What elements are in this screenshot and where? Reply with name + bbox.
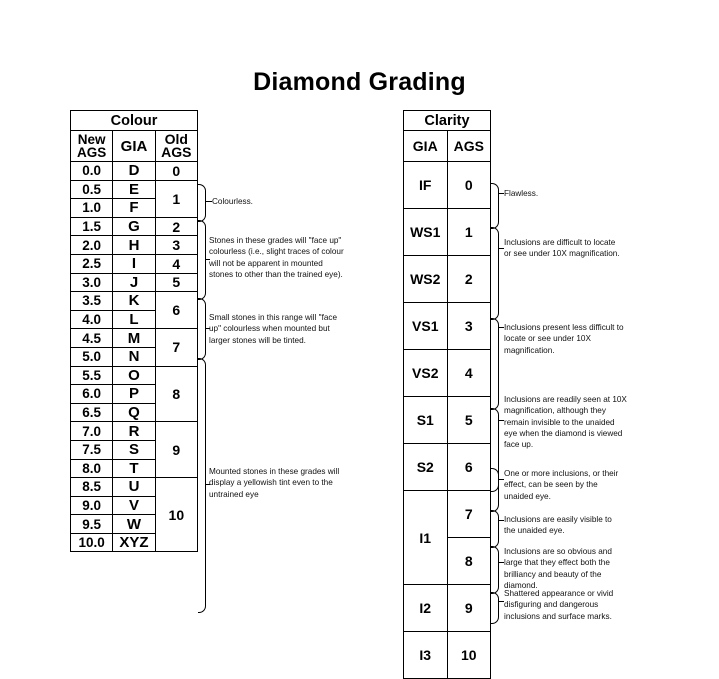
clarity-gia-value: VS2 <box>404 350 448 397</box>
clarity-note-ws: Inclusions are difficult to locate or see under 10X magnification. <box>504 238 620 259</box>
colour-old-value: 9 <box>155 422 197 478</box>
clarity-brace-i2 <box>491 546 499 594</box>
table-row <box>71 254 198 273</box>
colour-old-value: 4 <box>155 254 197 273</box>
colour-old-value: 3 <box>155 236 197 255</box>
colour-lead-colourless <box>205 201 212 202</box>
table-row <box>404 397 491 444</box>
clarity-ags-value: 0 <box>447 162 491 209</box>
colour-gia-value: T <box>113 459 155 478</box>
colour-old-value: 10 <box>155 478 197 552</box>
colour-gia-value: K <box>113 292 155 311</box>
colour-note-face-up-colourless: Stones in these grades will "face up" colourless (i.e., slight traces of colour will not be apparent in mounted stones to other than the trained eye). <box>209 236 344 279</box>
colour-brace-colourless <box>198 184 206 222</box>
clarity-ags-value: 1 <box>447 209 491 256</box>
table-row <box>404 585 491 632</box>
table-row <box>71 236 198 255</box>
table-row <box>71 366 198 385</box>
clarity-ags-value: 2 <box>447 256 491 303</box>
table-row <box>71 162 198 181</box>
colour-note-yellowish-tint: Mounted stones in these grades will display a yellowish tint even to the untrained eye <box>209 467 340 499</box>
colour-gia-value: W <box>113 515 155 534</box>
clarity-gia-value: WS2 <box>404 256 448 303</box>
colour-new-value: 8.5 <box>71 478 113 497</box>
clarity-gia-value: IF <box>404 162 448 209</box>
table-row <box>404 350 491 397</box>
table-row <box>404 632 491 679</box>
colour-old-value: 6 <box>155 292 197 329</box>
colour-new-value: 10.0 <box>71 533 113 552</box>
colour-gia-value: U <box>113 478 155 497</box>
clarity-grading-table <box>403 110 491 679</box>
clarity-brace-i1-8 <box>491 510 499 548</box>
clarity-gia-value: I2 <box>404 585 448 632</box>
clarity-note-i1-8: Inclusions are easily visible to the unaided eye. <box>504 515 612 536</box>
colour-gia-value: Q <box>113 403 155 422</box>
colour-old-value: 5 <box>155 273 197 292</box>
colour-old-value: 2 <box>155 217 197 236</box>
colour-new-value: 2.5 <box>71 254 113 273</box>
clarity-table-title-row <box>404 111 491 131</box>
colour-new-value: 3.5 <box>71 292 113 311</box>
table-row <box>71 422 198 441</box>
colour-new-value: 4.0 <box>71 310 113 329</box>
colour-new-value: 1.5 <box>71 217 113 236</box>
colour-gia-value: E <box>113 180 155 199</box>
colour-header-new-line1: New <box>77 132 106 147</box>
colour-gia-value: D <box>113 162 155 181</box>
clarity-note-i3: Shattered appearance or vivid disfiguring and dangerous inclusions and surface marks. <box>504 589 614 621</box>
clarity-gia-value: S1 <box>404 397 448 444</box>
table-row <box>71 478 198 497</box>
colour-gia-value: R <box>113 422 155 441</box>
colour-header-old-ags <box>155 131 197 162</box>
clarity-brace-ws <box>491 227 499 320</box>
colour-gia-value: P <box>113 385 155 404</box>
colour-gia-value: V <box>113 496 155 515</box>
table-row <box>71 292 198 311</box>
colour-new-value: 7.0 <box>71 422 113 441</box>
clarity-gia-value: I3 <box>404 632 448 679</box>
colour-new-value: 8.0 <box>71 459 113 478</box>
colour-old-value: 0 <box>155 162 197 181</box>
clarity-ags-value: 9 <box>447 585 491 632</box>
colour-grading-table <box>70 110 198 552</box>
page-title: Diamond Grading <box>253 68 466 96</box>
colour-brace-yellowish-tint <box>198 358 206 613</box>
clarity-ags-value: 4 <box>447 350 491 397</box>
colour-new-value: 9.0 <box>71 496 113 515</box>
table-row <box>71 180 198 199</box>
colour-table-header-row <box>71 131 198 162</box>
colour-gia-value: I <box>113 254 155 273</box>
clarity-ags-value: 8 <box>447 538 491 585</box>
colour-new-value: 2.0 <box>71 236 113 255</box>
clarity-table-header-row <box>404 131 491 162</box>
colour-gia-value: G <box>113 217 155 236</box>
colour-new-value: 7.5 <box>71 440 113 459</box>
clarity-gia-value: S2 <box>404 444 448 491</box>
colour-gia-value: F <box>113 199 155 218</box>
colour-header-gia: GIA <box>113 131 155 162</box>
colour-new-value: 0.0 <box>71 162 113 181</box>
colour-new-value: 1.0 <box>71 199 113 218</box>
colour-brace-face-up-colourless <box>198 220 206 300</box>
table-row <box>404 303 491 350</box>
colour-table-title-row <box>71 111 198 131</box>
clarity-ags-value: 10 <box>447 632 491 679</box>
colour-gia-value: N <box>113 347 155 366</box>
table-row <box>404 209 491 256</box>
colour-new-value: 4.5 <box>71 329 113 348</box>
clarity-ags-value: 5 <box>447 397 491 444</box>
colour-gia-value: H <box>113 236 155 255</box>
clarity-header-ags: AGS <box>447 131 491 162</box>
colour-header-old-line2: AGS <box>161 144 192 160</box>
colour-header-new-line2: AGS <box>77 145 107 160</box>
colour-new-value: 9.5 <box>71 515 113 534</box>
table-row <box>71 217 198 236</box>
colour-note-colourless: Colourless. <box>212 197 253 206</box>
colour-header-old-line1: Old <box>164 131 188 147</box>
clarity-note-si: Inclusions are readily seen at 10X magnification, although they remain invisible to the unaided eye when the diamond is viewed face up. <box>504 395 627 450</box>
clarity-brace-i1-7 <box>491 468 499 512</box>
colour-old-value: 1 <box>155 180 197 217</box>
colour-new-value: 6.0 <box>71 385 113 404</box>
colour-new-value: 5.0 <box>71 347 113 366</box>
colour-new-value: 3.0 <box>71 273 113 292</box>
clarity-gia-value: I1 <box>404 491 448 585</box>
colour-gia-value: M <box>113 329 155 348</box>
clarity-brace-vs <box>491 318 499 410</box>
table-row <box>71 273 198 292</box>
clarity-note-i1-7: One or more inclusions, or their effect, can be seen by the unaided eye. <box>504 469 619 501</box>
clarity-header-gia: GIA <box>404 131 448 162</box>
colour-note-small-stones: Small stones in this range will "face up" colourless when mounted but larger stones will be tinted. <box>209 313 338 345</box>
colour-old-value: 8 <box>155 366 197 422</box>
colour-gia-value: L <box>113 310 155 329</box>
clarity-gia-value: WS1 <box>404 209 448 256</box>
clarity-note-vs: Inclusions present less difficult to locate or see under 10X magnification. <box>504 323 624 355</box>
colour-new-value: 5.5 <box>71 366 113 385</box>
table-row <box>404 491 491 538</box>
colour-brace-small-stones <box>198 298 206 360</box>
colour-new-value: 0.5 <box>71 180 113 199</box>
clarity-ags-value: 7 <box>447 491 491 538</box>
clarity-brace-flawless <box>491 183 499 229</box>
clarity-ags-value: 6 <box>447 444 491 491</box>
colour-table-title: Colour <box>71 111 198 131</box>
clarity-note-i2: Inclusions are so obvious and large that they effect both the brilliancy and beauty of the diamond. <box>504 547 612 590</box>
colour-old-value: 7 <box>155 329 197 366</box>
table-row <box>71 329 198 348</box>
table-row <box>404 256 491 303</box>
clarity-note-flawless: Flawless. <box>504 189 539 198</box>
colour-gia-value: O <box>113 366 155 385</box>
clarity-gia-value: VS1 <box>404 303 448 350</box>
colour-gia-value: XYZ <box>113 533 155 552</box>
clarity-table-title: Clarity <box>404 111 491 131</box>
clarity-ags-value: 3 <box>447 303 491 350</box>
colour-gia-value: J <box>113 273 155 292</box>
colour-header-new-ags <box>71 131 113 162</box>
colour-gia-value: S <box>113 440 155 459</box>
clarity-brace-i3 <box>491 592 499 624</box>
table-row <box>404 444 491 491</box>
table-row <box>404 162 491 209</box>
colour-new-value: 6.5 <box>71 403 113 422</box>
